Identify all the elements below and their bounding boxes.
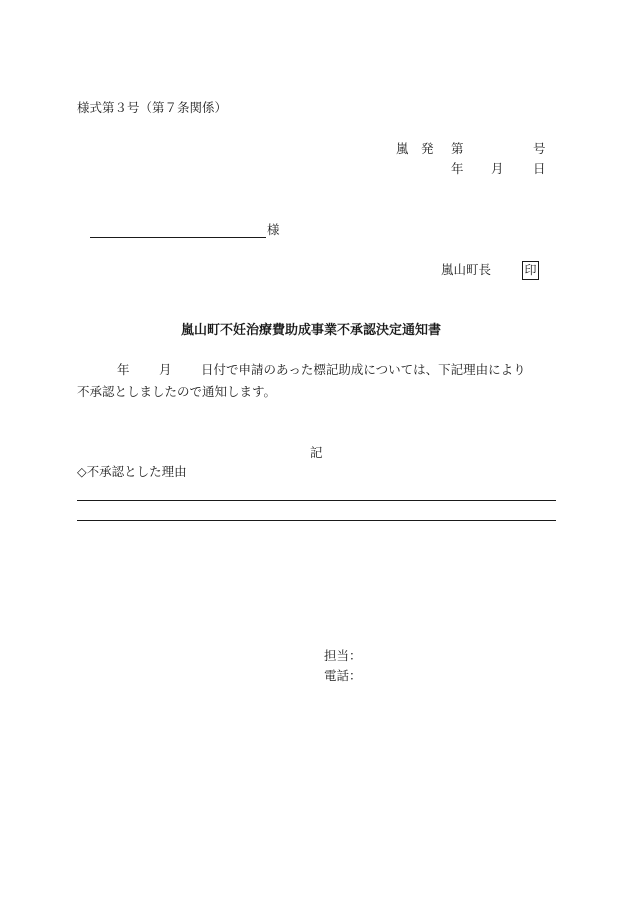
reason-label: ◇不承認とした理由 xyxy=(77,464,187,479)
form-number: 様式第３号（第７条関係） xyxy=(77,100,228,115)
reason-line-1 xyxy=(77,500,556,501)
document-title: 嵐山町不妊治療費助成事業不承認決定通知書 xyxy=(181,323,442,338)
contact-phone-label: 電話： xyxy=(324,668,362,683)
seal-mark: 印 xyxy=(522,261,539,280)
addressee-honorific: 様 xyxy=(267,222,280,237)
issue-date-month: 月 xyxy=(491,161,504,176)
document-number-go: 号 xyxy=(533,141,546,156)
addressee-blank-line xyxy=(90,237,266,238)
ki-heading: 記 xyxy=(310,445,323,460)
issue-date-day: 日 xyxy=(533,161,546,176)
sender-name: 嵐山町長 xyxy=(441,262,492,277)
body-line-2: 不承認としましたので通知します。 xyxy=(77,384,277,399)
body-year: 年 xyxy=(117,362,130,377)
contact-person-label: 担当： xyxy=(324,648,362,663)
body-line-1: 日付で申請のあった標記助成については、下記理由により xyxy=(201,362,526,377)
body-month: 月 xyxy=(159,362,172,377)
issue-date-year: 年 xyxy=(451,161,464,176)
document-number-dai: 第 xyxy=(451,141,464,156)
reason-line-2 xyxy=(77,520,556,521)
document-number-prefix: 嵐 発 xyxy=(396,141,434,156)
